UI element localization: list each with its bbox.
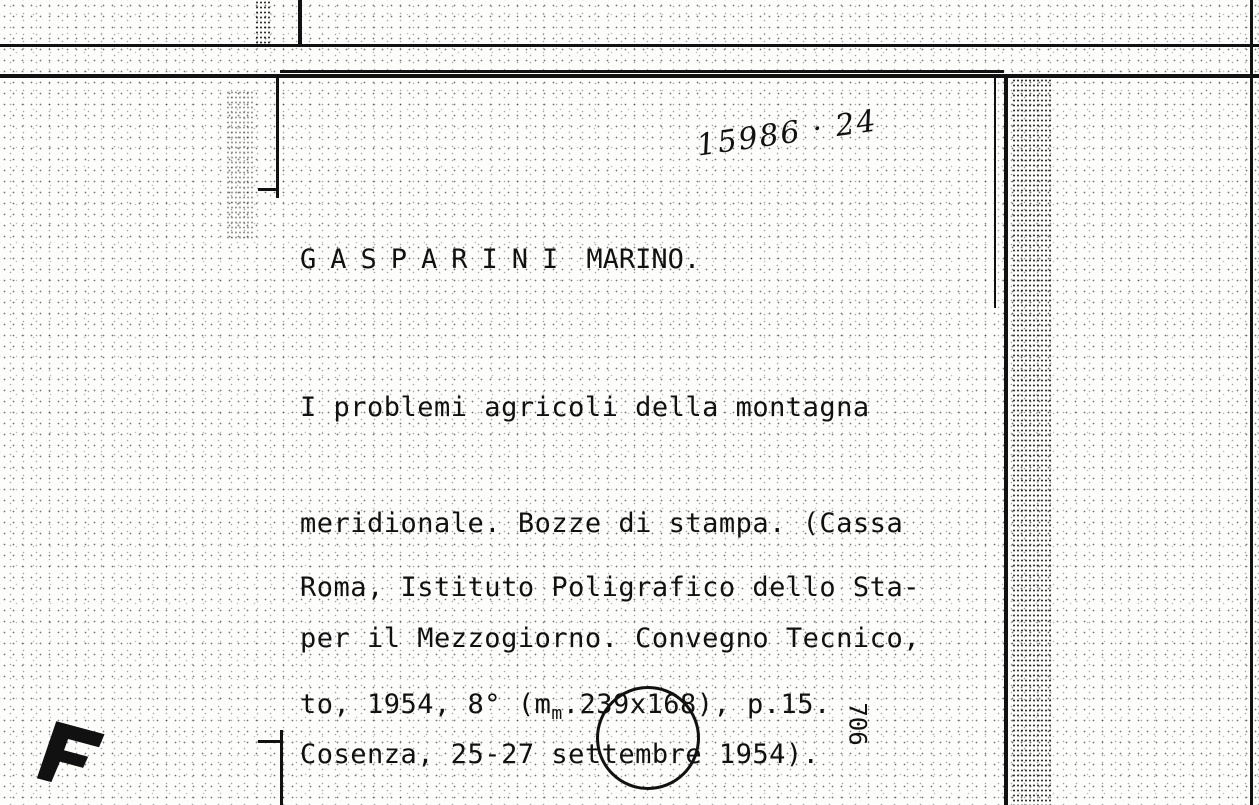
author-surname: GASPARINI (300, 244, 573, 275)
handwritten-catalog-number: 15986 · 24 (694, 103, 880, 164)
author-heading (300, 244, 700, 275)
far-right-edge (1250, 0, 1253, 805)
top-left-strip-texture (255, 0, 271, 46)
top-vertical-divider (298, 0, 302, 46)
left-tick (258, 188, 276, 191)
imprint-line: Roma, Istituto Poligrafico dello Sta- (300, 572, 920, 603)
card-right-edge (1004, 78, 1008, 805)
stamp-circle (596, 686, 700, 790)
imprint-line-prefix: to, 1954, 8° (m (300, 689, 552, 720)
title-line: per il Mezzogiorno. Convegno Tecnico, (300, 623, 920, 654)
title-line: I problemi agricoli della montagna (300, 392, 870, 423)
imprint-subscript: m (551, 703, 563, 724)
title-line: meridionale. Bozze di stampa. (Cassa (300, 507, 904, 539)
author-given-name: MARINO. (586, 244, 701, 275)
shelf-mark: 706 (843, 702, 872, 746)
title-line: Cosenza, 25-27 settembre 1954). (300, 738, 820, 770)
top-frame-line (0, 44, 1259, 47)
margin-f-mark (30, 713, 110, 797)
right-shadow-texture (1012, 78, 1052, 805)
imprint-line-suffix: .239x168), p.15. (562, 689, 831, 720)
catalog-card (276, 72, 998, 805)
left-shadow-texture (226, 90, 254, 240)
